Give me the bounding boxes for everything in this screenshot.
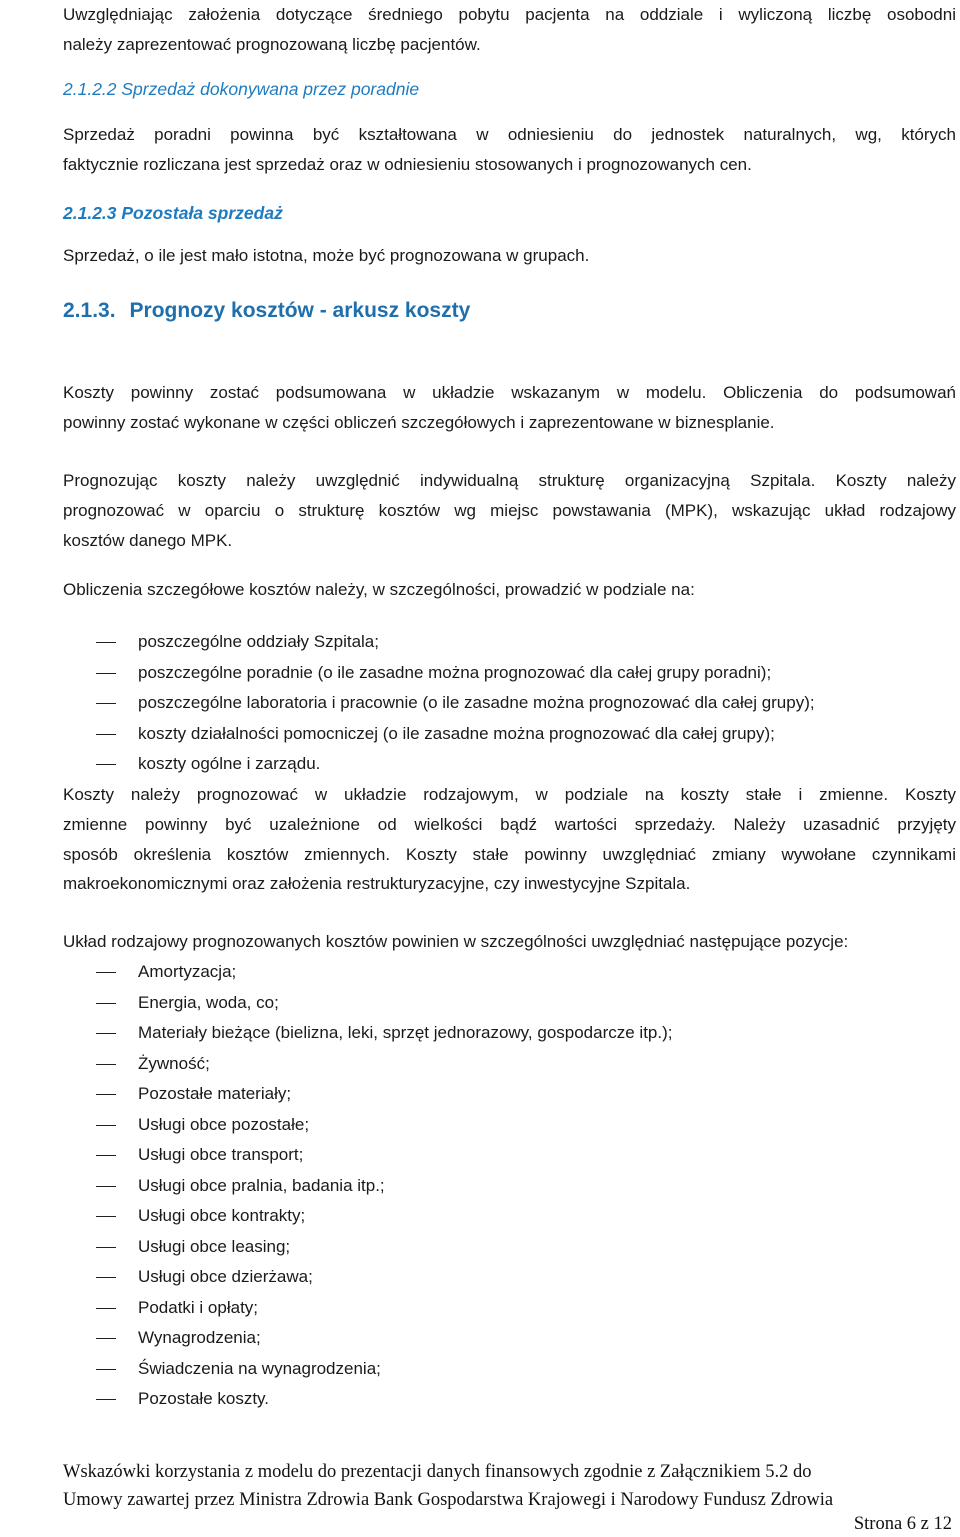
dash-bullet bbox=[96, 1155, 116, 1156]
dash-bullet bbox=[96, 1399, 116, 1400]
list-item: Żywność; bbox=[0, 1049, 960, 1080]
list-item: Usługi obce transport; bbox=[0, 1140, 960, 1171]
list-item: Usługi obce pralnia, badania itp.; bbox=[0, 1171, 960, 1202]
koszty-stale-line-2: zmienne powinny być uzależnione od wielkości bądź wartości sprzedaży. Należy uzasadnić przyjęty bbox=[63, 814, 956, 834]
paragraph-uklad-rodzajowy: Układ rodzajowy prognozowanych kosztów powinien w szczególności uwzględniać następujące pozycje: bbox=[63, 932, 849, 951]
koszty-stale-line-4: makroekonomicznymi oraz założenia restrukturyzacyjne, czy inwestycyjne Szpitala. bbox=[63, 874, 691, 894]
struktura-line-3: kosztów danego MPK. bbox=[63, 530, 233, 550]
list-pozycje-kosztow bbox=[0, 957, 960, 1415]
dash-bullet bbox=[96, 1186, 116, 1187]
list-item: poszczególne laboratoria i pracownie (o ile zasadne można prognozować dla całej grupy); bbox=[0, 688, 960, 719]
koszty-podsumowanie-line-1: Koszty powinny zostać podsumowana w układzie wskazanym w modelu. Obliczenia do podsumowań bbox=[63, 383, 956, 402]
dash-bullet bbox=[96, 1125, 116, 1126]
koszty-podsumowanie-line-2: powinny zostać wykonane w części obliczeń szczegółowych i zaprezentowane w biznesplanie. bbox=[63, 412, 775, 432]
intro-line-2: należy zaprezentować prognozowaną liczbę pacjentów. bbox=[63, 34, 481, 54]
struktura-line-2: prognozować w oparciu o strukturę kosztów wg miejsc powstawania (MPK), wskazując układ rodzajowy bbox=[63, 500, 956, 520]
paragraph-koszty-stale-zmienne bbox=[63, 780, 956, 899]
koszty-stale-line-1: Koszty należy prognozować w układzie rodzajowym, w podziale na koszty stałe i zmienne. Koszty bbox=[63, 785, 956, 804]
dash-bullet bbox=[96, 1277, 116, 1278]
dash-bullet bbox=[96, 1369, 116, 1370]
dash-bullet bbox=[96, 1064, 116, 1065]
dash-bullet bbox=[96, 764, 116, 765]
dash-bullet bbox=[96, 1003, 116, 1004]
list-item: Świadczenia na wynagrodzenia; bbox=[0, 1354, 960, 1385]
sprzedaz-poradni-line-1: Sprzedaż poradni powinna być kształtowana w odniesieniu do jednostek naturalnych, wg, których bbox=[63, 125, 956, 144]
list-item: koszty działalności pomocniczej (o ile zasadne można prognozować dla całej grupy); bbox=[0, 719, 960, 750]
sprzedaz-poradni-line-2: faktycznie rozliczana jest sprzedaż oraz w odniesieniu stosowanych i prognozowanych cen. bbox=[63, 154, 752, 174]
dash-bullet bbox=[96, 1033, 116, 1034]
list-podzial-kosztow bbox=[0, 627, 960, 780]
list-item: Usługi obce pozostałe; bbox=[0, 1110, 960, 1141]
list-item: Energia, woda, co; bbox=[0, 988, 960, 1019]
dash-bullet bbox=[96, 1338, 116, 1339]
paragraph-sprzedaz-poradni bbox=[63, 120, 956, 180]
paragraph-struktura-organizacyjna bbox=[63, 466, 956, 555]
heading-2-1-2-3: 2.1.2.3 Pozostała sprzedaż bbox=[63, 203, 283, 223]
list-item: Materiały bieżące (bielizna, leki, sprzęt jednorazowy, gospodarcze itp.); bbox=[0, 1018, 960, 1049]
dash-bullet bbox=[96, 1216, 116, 1217]
heading-2-1-3 bbox=[63, 296, 956, 326]
list-item: Podatki i opłaty; bbox=[0, 1293, 960, 1324]
dash-bullet bbox=[96, 673, 116, 674]
dash-bullet bbox=[96, 642, 116, 643]
page-number: Strona 6 z 12 bbox=[853, 1514, 952, 1534]
footer-line-1: Wskazówki korzystania z modelu do prezentacji danych finansowych zgodnie z Załącznikiem 5.2 do bbox=[63, 1462, 812, 1482]
list-item: Amortyzacja; bbox=[0, 957, 960, 988]
heading-2-1-3-title: Prognozy kosztów - arkusz koszty bbox=[129, 299, 471, 322]
dash-bullet bbox=[96, 1308, 116, 1309]
list-item: Pozostałe materiały; bbox=[0, 1079, 960, 1110]
paragraph-pozostala-sprzedaz: Sprzedaż, o ile jest mało istotna, może być prognozowana w grupach. bbox=[63, 246, 590, 265]
dash-bullet bbox=[96, 1247, 116, 1248]
list-item: koszty ogólne i zarządu. bbox=[0, 749, 960, 780]
dash-bullet bbox=[96, 1094, 116, 1095]
list-item: Usługi obce leasing; bbox=[0, 1232, 960, 1263]
struktura-line-1: Prognozując koszty należy uwzględnić indywidualną strukturę organizacyjną Szpitala. Koszty należy bbox=[63, 471, 956, 490]
dash-bullet bbox=[96, 972, 116, 973]
footer-line-2: Umowy zawartej przez Ministra Zdrowia Bank Gospodarstwa Krajowegi i Narodowy Fundusz Zdrowia bbox=[63, 1490, 834, 1510]
heading-2-1-3-number: 2.1.3. bbox=[63, 299, 116, 322]
intro-paragraph bbox=[63, 0, 956, 60]
paragraph-obliczenia-szczegolowe: Obliczenia szczegółowe kosztów należy, w szczególności, prowadzić w podziale na: bbox=[63, 580, 695, 599]
dash-bullet bbox=[96, 734, 116, 735]
paragraph-koszty-podsumowanie bbox=[63, 378, 956, 438]
list-item: Usługi obce dzierżawa; bbox=[0, 1262, 960, 1293]
dash-bullet bbox=[96, 703, 116, 704]
heading-2-1-2-2: 2.1.2.2 Sprzedaż dokonywana przez poradnie bbox=[63, 79, 420, 99]
koszty-stale-line-3: sposób określenia kosztów zmiennych. Koszty stałe powinny uwzględniać zmiany wywołane czynnikami bbox=[63, 844, 956, 864]
list-item: Pozostałe koszty. bbox=[0, 1384, 960, 1415]
list-item: poszczególne oddziały Szpitala; bbox=[0, 627, 960, 658]
list-item: poszczególne poradnie (o ile zasadne można prognozować dla całej grupy poradni); bbox=[0, 658, 960, 689]
list-item: Wynagrodzenia; bbox=[0, 1323, 960, 1354]
list-item: Usługi obce kontrakty; bbox=[0, 1201, 960, 1232]
intro-line-1: Uwzględniając założenia dotyczące średniego pobytu pacjenta na oddziale i wyliczoną liczbę osobodni bbox=[63, 5, 956, 24]
